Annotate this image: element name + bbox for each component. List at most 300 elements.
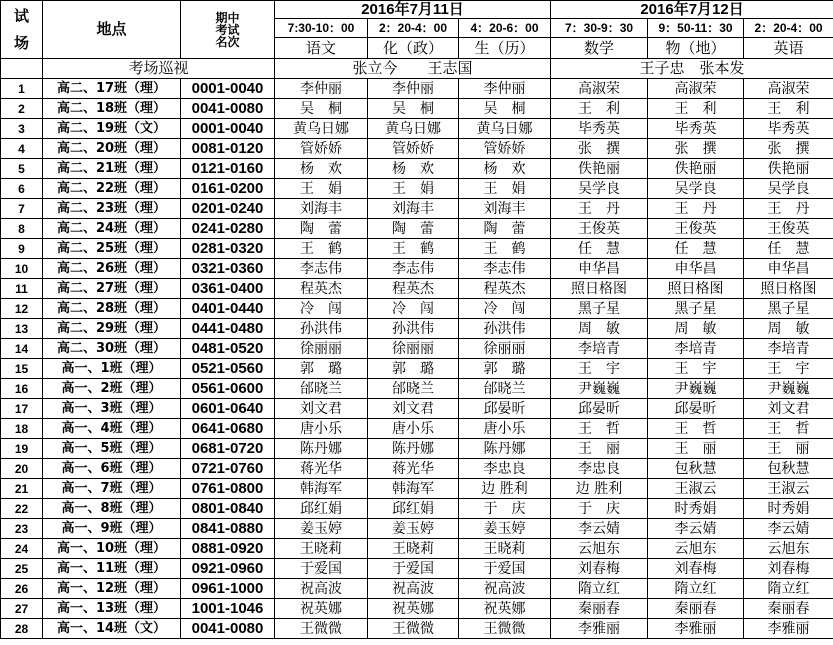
invigilator-cell: 于 庆 (551, 499, 648, 519)
invigilator-cell: 高淑荣 (744, 79, 833, 99)
invigilator-cell: 祝高波 (459, 579, 551, 599)
header-subject: 语文 (275, 38, 368, 59)
invigilator-cell: 陶 蕾 (368, 219, 459, 239)
header-subject: 英语 (744, 38, 833, 59)
invigilator-cell: 程英杰 (368, 279, 459, 299)
invigilator-cell: 包秋慧 (648, 459, 744, 479)
invigilator-cell: 吴学良 (744, 179, 833, 199)
invigilator-cell: 邱晏昕 (459, 399, 551, 419)
location-cell: 高一、3班（理） (43, 399, 181, 419)
invigilator-cell: 尹巍巍 (744, 379, 833, 399)
invigilator-cell: 张 撰 (648, 139, 744, 159)
invigilator-cell: 程英杰 (459, 279, 551, 299)
table-row (1, 319, 833, 339)
invigilator-cell: 陶 蕾 (275, 219, 368, 239)
invigilator-cell: 王 宇 (744, 359, 833, 379)
invigilator-cell: 申华昌 (648, 259, 744, 279)
header-time: 7：30-9：30 (551, 19, 648, 38)
invigilator-cell: 吴 桐 (368, 99, 459, 119)
header-date-day2: 2016年7月12日 (551, 1, 833, 19)
rank-range-cell: 0001-0040 (181, 119, 275, 139)
invigilator-cell: 杨 欢 (275, 159, 368, 179)
location-cell: 高一、14班（文） (43, 619, 181, 639)
rank-range-cell: 0441-0480 (181, 319, 275, 339)
invigilator-cell: 刘春梅 (744, 559, 833, 579)
invigilator-cell: 刘文君 (275, 399, 368, 419)
invigilator-cell: 毕秀英 (744, 119, 833, 139)
invigilator-cell: 李仲丽 (459, 79, 551, 99)
room-number-cell: 18 (1, 419, 43, 439)
invigilator-cell: 王晓莉 (275, 539, 368, 559)
room-number-cell: 28 (1, 619, 43, 639)
rank-range-cell: 0041-0080 (181, 619, 275, 639)
room-number-cell: 14 (1, 339, 43, 359)
invigilator-cell: 韩海军 (368, 479, 459, 499)
invigilator-cell: 秦丽春 (648, 599, 744, 619)
invigilator-cell: 任 慧 (551, 239, 648, 259)
header-subject: 生（历） (459, 38, 551, 59)
location-cell: 高二、28班（理） (43, 299, 181, 319)
invigilator-cell: 照日格图 (744, 279, 833, 299)
invigilator-cell: 孙洪伟 (275, 319, 368, 339)
invigilator-cell: 孙洪伟 (459, 319, 551, 339)
location-cell: 高一、8班（理） (43, 499, 181, 519)
room-number-cell: 6 (1, 179, 43, 199)
header-meta-line-3: 名次 (215, 34, 240, 49)
invigilator-cell: 时秀娟 (648, 499, 744, 519)
header-date-day1: 2016年7月11日 (275, 1, 551, 19)
room-number-cell: 22 (1, 499, 43, 519)
room-number-cell: 9 (1, 239, 43, 259)
rank-range-cell: 0481-0520 (181, 339, 275, 359)
room-number-cell: 24 (1, 539, 43, 559)
invigilator-cell: 吴 桐 (275, 99, 368, 119)
invigilator-cell: 于爱国 (459, 559, 551, 579)
invigilator-cell: 刘春梅 (648, 559, 744, 579)
rank-range-cell: 0801-0840 (181, 499, 275, 519)
location-cell: 高二、26班（理） (43, 259, 181, 279)
rank-range-cell: 0641-0680 (181, 419, 275, 439)
room-number-cell: 8 (1, 219, 43, 239)
invigilator-cell: 申华昌 (551, 259, 648, 279)
invigilator-cell: 徐丽丽 (275, 339, 368, 359)
invigilator-cell: 李忠良 (551, 459, 648, 479)
table-row (1, 419, 833, 439)
table-row (1, 99, 833, 119)
invigilator-cell: 吴学良 (648, 179, 744, 199)
invigilator-cell: 冷 闯 (368, 299, 459, 319)
invigilator-cell: 申华昌 (744, 259, 833, 279)
invigilator-cell: 王 娟 (275, 179, 368, 199)
invigilator-cell: 陈丹娜 (459, 439, 551, 459)
invigilator-cell: 王 鹤 (459, 239, 551, 259)
invigilator-cell: 王 哲 (744, 419, 833, 439)
room-number-cell: 16 (1, 379, 43, 399)
patrol-day1: 张立今 王志国 (275, 59, 551, 79)
location-cell: 高二、25班（理） (43, 239, 181, 259)
location-cell: 高二、22班（理） (43, 179, 181, 199)
table-row (1, 499, 833, 519)
invigilator-cell: 韩海军 (275, 479, 368, 499)
location-cell: 高二、17班（理） (43, 79, 181, 99)
invigilator-cell: 周 敏 (744, 319, 833, 339)
invigilator-cell: 王 利 (744, 99, 833, 119)
location-cell: 高一、1班（理） (43, 359, 181, 379)
invigilator-cell: 毕秀英 (648, 119, 744, 139)
invigilator-cell: 邰晓兰 (275, 379, 368, 399)
invigilator-cell: 时秀娟 (744, 499, 833, 519)
room-number-cell: 4 (1, 139, 43, 159)
invigilator-cell: 管娇娇 (275, 139, 368, 159)
table-row (1, 619, 833, 639)
location-cell: 高二、29班（理） (43, 319, 181, 339)
rank-range-cell: 0681-0720 (181, 439, 275, 459)
location-cell: 高二、21班（理） (43, 159, 181, 179)
patrol-label: 考场巡视 (43, 59, 275, 79)
room-number-cell: 13 (1, 319, 43, 339)
invigilator-cell: 刘海丰 (275, 199, 368, 219)
invigilator-cell: 周 敏 (551, 319, 648, 339)
header-time: 7:30-10：00 (275, 19, 368, 38)
invigilator-cell: 杨 欢 (459, 159, 551, 179)
rank-range-cell: 0281-0320 (181, 239, 275, 259)
invigilator-cell: 王 利 (551, 99, 648, 119)
invigilator-cell: 于爱国 (275, 559, 368, 579)
rank-range-cell: 0401-0440 (181, 299, 275, 319)
location-cell: 高一、13班（理） (43, 599, 181, 619)
rank-range-cell: 0521-0560 (181, 359, 275, 379)
invigilator-cell: 王 丹 (744, 199, 833, 219)
invigilator-cell: 徐丽丽 (368, 339, 459, 359)
invigilator-cell: 蒋光华 (275, 459, 368, 479)
table-row (1, 299, 833, 319)
invigilator-cell: 张 撰 (551, 139, 648, 159)
room-number-cell: 17 (1, 399, 43, 419)
invigilator-cell: 冷 闯 (459, 299, 551, 319)
invigilator-cell: 边 胜利 (551, 479, 648, 499)
header-time: 9：50-11：30 (648, 19, 744, 38)
invigilator-cell: 高淑荣 (551, 79, 648, 99)
location-cell: 高一、5班（理） (43, 439, 181, 459)
invigilator-cell: 陈丹娜 (275, 439, 368, 459)
invigilator-cell: 李云婧 (648, 519, 744, 539)
invigilator-cell: 佚艳丽 (551, 159, 648, 179)
table-row (1, 359, 833, 379)
invigilator-cell: 王 娟 (368, 179, 459, 199)
header-time: 2：20-4：00 (744, 19, 833, 38)
header-row-dates (1, 1, 833, 19)
location-cell: 高一、2班（理） (43, 379, 181, 399)
rank-range-cell: 0041-0080 (181, 99, 275, 119)
room-number-cell: 12 (1, 299, 43, 319)
invigilator-cell: 王 鹤 (368, 239, 459, 259)
invigilator-cell: 祝高波 (275, 579, 368, 599)
invigilator-cell: 黑子星 (744, 299, 833, 319)
invigilator-cell: 王晓莉 (459, 539, 551, 559)
invigilator-cell: 王 鹤 (275, 239, 368, 259)
invigilator-cell: 郭 璐 (459, 359, 551, 379)
invigilator-cell: 孙洪伟 (368, 319, 459, 339)
invigilator-cell: 刘文君 (744, 399, 833, 419)
invigilator-cell: 李志伟 (459, 259, 551, 279)
table-row (1, 79, 833, 99)
rank-range-cell: 0601-0640 (181, 399, 275, 419)
invigilator-cell: 祝高波 (368, 579, 459, 599)
rank-range-cell: 0841-0880 (181, 519, 275, 539)
header-room-bottom: 场 (13, 33, 29, 52)
invigilator-cell: 周 敏 (648, 319, 744, 339)
invigilator-cell: 邱晏昕 (551, 399, 648, 419)
rank-range-cell: 0201-0240 (181, 199, 275, 219)
rank-range-cell: 0961-1000 (181, 579, 275, 599)
invigilator-cell: 隋立红 (648, 579, 744, 599)
rank-range-cell: 1001-1046 (181, 599, 275, 619)
location-cell: 高一、4班（理） (43, 419, 181, 439)
invigilator-cell: 王 丹 (551, 199, 648, 219)
room-number-cell: 7 (1, 199, 43, 219)
invigilator-cell: 李培青 (648, 339, 744, 359)
invigilator-cell: 王俊英 (648, 219, 744, 239)
room-number-cell: 1 (1, 79, 43, 99)
invigilator-cell: 邱红娟 (368, 499, 459, 519)
invigilator-cell: 黄乌日娜 (368, 119, 459, 139)
rank-range-cell: 0721-0760 (181, 459, 275, 479)
invigilator-cell: 隋立红 (551, 579, 648, 599)
invigilator-cell: 姜玉婷 (275, 519, 368, 539)
table-row (1, 479, 833, 499)
invigilator-cell: 云旭东 (551, 539, 648, 559)
invigilator-cell: 毕秀英 (551, 119, 648, 139)
table-row (1, 399, 833, 419)
table-row (1, 259, 833, 279)
invigilator-cell: 黄乌日娜 (275, 119, 368, 139)
invigilator-cell: 邱红娟 (275, 499, 368, 519)
invigilator-cell: 王微微 (275, 619, 368, 639)
invigilator-cell: 刘海丰 (459, 199, 551, 219)
invigilator-cell: 王俊英 (744, 219, 833, 239)
invigilator-cell: 尹巍巍 (648, 379, 744, 399)
table-row (1, 179, 833, 199)
table-row (1, 559, 833, 579)
rank-range-cell: 0161-0200 (181, 179, 275, 199)
header-subject: 物（地） (648, 38, 744, 59)
table-row (1, 599, 833, 619)
invigilator-cell: 王淑云 (744, 479, 833, 499)
location-cell: 高二、27班（理） (43, 279, 181, 299)
rank-range-cell: 0921-0960 (181, 559, 275, 579)
table-row (1, 579, 833, 599)
header-place: 地点 (43, 1, 181, 59)
invigilator-cell: 郭 璐 (275, 359, 368, 379)
header-exam-rank (181, 1, 275, 59)
location-cell: 高一、7班（理） (43, 479, 181, 499)
header-time: 2：20-4：00 (368, 19, 459, 38)
invigilator-cell: 李仲丽 (275, 79, 368, 99)
invigilator-cell: 邰晓兰 (368, 379, 459, 399)
table-row (1, 279, 833, 299)
header-subject: 数学 (551, 38, 648, 59)
table-row (1, 439, 833, 459)
invigilator-cell: 王 丽 (551, 439, 648, 459)
table-row (1, 519, 833, 539)
invigilator-cell: 吴学良 (551, 179, 648, 199)
invigilator-cell: 陶 蕾 (459, 219, 551, 239)
invigilator-cell: 程英杰 (275, 279, 368, 299)
invigilator-cell: 李雅丽 (744, 619, 833, 639)
invigilator-cell: 王 哲 (551, 419, 648, 439)
invigilator-cell: 邱晏昕 (648, 399, 744, 419)
invigilator-cell: 李云婧 (744, 519, 833, 539)
room-number-cell: 25 (1, 559, 43, 579)
rank-range-cell: 0361-0400 (181, 279, 275, 299)
location-cell: 高二、19班（文） (43, 119, 181, 139)
invigilator-cell: 王 利 (648, 99, 744, 119)
patrol-blank-cell (1, 59, 43, 79)
invigilator-cell: 唐小乐 (459, 419, 551, 439)
location-cell: 高一、12班（理） (43, 579, 181, 599)
invigilator-cell: 佚艳丽 (744, 159, 833, 179)
invigilator-cell: 边 胜利 (459, 479, 551, 499)
invigilator-cell: 刘文君 (368, 399, 459, 419)
invigilator-cell: 管娇娇 (459, 139, 551, 159)
invigilator-cell: 徐丽丽 (459, 339, 551, 359)
invigilator-cell: 蒋光华 (368, 459, 459, 479)
invigilator-cell: 王微微 (459, 619, 551, 639)
invigilator-cell: 黑子星 (551, 299, 648, 319)
invigilator-cell: 任 慧 (648, 239, 744, 259)
invigilator-cell: 包秋慧 (744, 459, 833, 479)
header-meta-line-2: 考试 (215, 22, 240, 37)
room-number-cell: 27 (1, 599, 43, 619)
invigilator-cell: 李志伟 (275, 259, 368, 279)
room-number-cell: 15 (1, 359, 43, 379)
invigilator-cell: 陈丹娜 (368, 439, 459, 459)
table-body (1, 1, 833, 639)
rank-range-cell: 0761-0800 (181, 479, 275, 499)
location-cell: 高一、10班（理） (43, 539, 181, 559)
invigilator-cell: 姜玉婷 (368, 519, 459, 539)
room-number-cell: 2 (1, 99, 43, 119)
invigilator-cell: 李云婧 (551, 519, 648, 539)
location-cell: 高一、6班（理） (43, 459, 181, 479)
invigilator-cell: 秦丽春 (551, 599, 648, 619)
invigilator-cell: 唐小乐 (368, 419, 459, 439)
invigilator-cell: 祝英娜 (368, 599, 459, 619)
invigilator-cell: 于爱国 (368, 559, 459, 579)
invigilator-cell: 祝英娜 (459, 599, 551, 619)
room-number-cell: 21 (1, 479, 43, 499)
invigilator-cell: 王 娟 (459, 179, 551, 199)
invigilator-cell: 王俊英 (551, 219, 648, 239)
location-cell: 高二、18班（理） (43, 99, 181, 119)
location-cell: 高二、24班（理） (43, 219, 181, 239)
room-number-cell: 10 (1, 259, 43, 279)
header-room-top: 试 (13, 6, 29, 25)
room-number-cell: 11 (1, 279, 43, 299)
invigilator-cell: 隋立红 (744, 579, 833, 599)
location-cell: 高一、9班（理） (43, 519, 181, 539)
invigilator-cell: 王 哲 (648, 419, 744, 439)
room-number-cell: 19 (1, 439, 43, 459)
table-row (1, 379, 833, 399)
patrol-row (1, 59, 833, 79)
location-cell: 高二、30班（理） (43, 339, 181, 359)
invigilator-cell: 于 庆 (459, 499, 551, 519)
invigilator-cell: 李志伟 (368, 259, 459, 279)
invigilator-cell: 李培青 (744, 339, 833, 359)
invigilator-cell: 唐小乐 (275, 419, 368, 439)
invigilator-cell: 佚艳丽 (648, 159, 744, 179)
rank-range-cell: 0881-0920 (181, 539, 275, 559)
header-meta-line-1: 期中 (215, 10, 240, 25)
room-number-cell: 20 (1, 459, 43, 479)
invigilator-cell: 王微微 (368, 619, 459, 639)
invigilator-cell: 管娇娇 (368, 139, 459, 159)
invigilator-cell: 黑子星 (648, 299, 744, 319)
invigilator-cell: 云旭东 (648, 539, 744, 559)
table-row (1, 199, 833, 219)
invigilator-cell: 王晓莉 (368, 539, 459, 559)
invigilator-cell: 冷 闯 (275, 299, 368, 319)
invigilator-cell: 郭 璐 (368, 359, 459, 379)
invigilator-cell: 王 丹 (648, 199, 744, 219)
table-row (1, 159, 833, 179)
invigilator-cell: 尹巍巍 (551, 379, 648, 399)
room-number-cell: 3 (1, 119, 43, 139)
table-row (1, 239, 833, 259)
room-number-cell: 23 (1, 519, 43, 539)
location-cell: 高一、11班（理） (43, 559, 181, 579)
invigilator-cell: 刘海丰 (368, 199, 459, 219)
table-row (1, 119, 833, 139)
header-room (1, 1, 43, 59)
invigilator-cell: 祝英娜 (275, 599, 368, 619)
invigilator-cell: 姜玉婷 (459, 519, 551, 539)
room-number-cell: 26 (1, 579, 43, 599)
invigilator-cell: 王淑云 (648, 479, 744, 499)
table-row (1, 539, 833, 559)
rank-range-cell: 0121-0160 (181, 159, 275, 179)
invigilator-cell: 王 宇 (551, 359, 648, 379)
table-row (1, 339, 833, 359)
rank-range-cell: 0321-0360 (181, 259, 275, 279)
invigilator-cell: 刘春梅 (551, 559, 648, 579)
table-row (1, 459, 833, 479)
header-subject: 化（政） (368, 38, 459, 59)
invigilator-cell: 李忠良 (459, 459, 551, 479)
invigilator-cell: 李仲丽 (368, 79, 459, 99)
invigilator-cell: 吴 桐 (459, 99, 551, 119)
invigilator-cell: 李雅丽 (551, 619, 648, 639)
table-row (1, 139, 833, 159)
rank-range-cell: 0081-0120 (181, 139, 275, 159)
invigilator-cell: 邰晓兰 (459, 379, 551, 399)
rank-range-cell: 0561-0600 (181, 379, 275, 399)
invigilator-cell: 照日格图 (551, 279, 648, 299)
invigilator-cell: 黄乌日娜 (459, 119, 551, 139)
invigilator-cell: 照日格图 (648, 279, 744, 299)
invigilator-cell: 张 撰 (744, 139, 833, 159)
invigilator-cell: 王 宇 (648, 359, 744, 379)
location-cell: 高二、23班（理） (43, 199, 181, 219)
invigilator-cell: 王 丽 (648, 439, 744, 459)
invigilator-cell: 高淑荣 (648, 79, 744, 99)
location-cell: 高二、20班（理） (43, 139, 181, 159)
invigilator-cell: 任 慧 (744, 239, 833, 259)
rank-range-cell: 0001-0040 (181, 79, 275, 99)
patrol-day2: 王子忠 张本发 (551, 59, 833, 79)
invigilator-cell: 李雅丽 (648, 619, 744, 639)
